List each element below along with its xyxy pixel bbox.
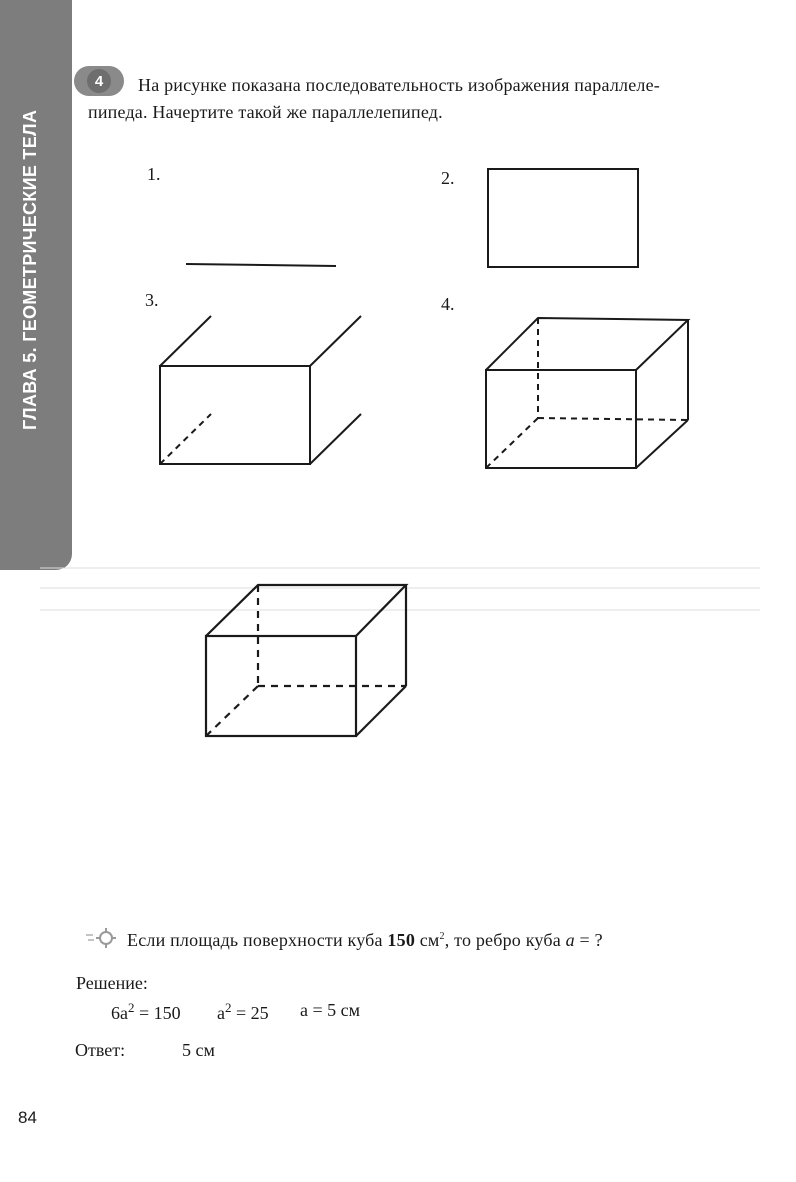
eq1-exponent: 2 xyxy=(128,1000,135,1015)
figure-3-parallelepiped xyxy=(160,316,361,464)
question-text-start: Если площадь поверхности куба xyxy=(127,930,388,950)
eq2-base: a xyxy=(217,1003,225,1023)
question-variable: a xyxy=(565,930,575,950)
task-1-text-line1: На рисунке показана последовательность изображения параллеле- xyxy=(138,75,660,95)
question-area-value: 150 xyxy=(387,930,416,950)
chapter-title: ГЛАВА 5. ГЕОМЕТРИЧЕСКИЕ ТЕЛА xyxy=(20,109,40,430)
eq1-base: 6a xyxy=(111,1003,128,1023)
question-text-middle: , то ребро куба xyxy=(444,930,566,950)
eq2-rest: = 25 xyxy=(231,1003,269,1023)
figure-label-1: 1. xyxy=(147,164,161,184)
figure-label-2: 2. xyxy=(441,168,455,188)
answer-label: Ответ: xyxy=(75,1040,126,1060)
eq1-rest: = 150 xyxy=(134,1003,181,1023)
question-unit: см xyxy=(415,930,440,950)
figure-2-front-face xyxy=(488,169,638,267)
solution-equation-3: a = 5 см xyxy=(300,1000,361,1020)
solution-equation-2 xyxy=(217,1000,269,1024)
gear-icon xyxy=(84,926,118,950)
answer-value: 5 см xyxy=(182,1040,215,1060)
question-unit-exponent: 2 xyxy=(439,931,445,942)
solution-label: Решение: xyxy=(76,973,148,993)
figure-label-3: 3. xyxy=(145,290,159,310)
figure-label-4: 4. xyxy=(441,294,455,314)
figure-1-edge xyxy=(186,264,336,266)
student-parallelepiped xyxy=(206,585,406,736)
task-1-text-line2: пипеда. Начертите такой же параллелепипед. xyxy=(88,102,443,122)
page-number: 84 xyxy=(18,1108,37,1127)
figure-4-parallelepiped xyxy=(486,318,688,468)
question-text-end: = ? xyxy=(574,930,603,950)
task-number: 4 xyxy=(87,69,111,93)
task-2-question xyxy=(127,930,603,951)
faint-grid-band xyxy=(40,568,760,610)
eq2-exponent: 2 xyxy=(225,1000,232,1015)
solution-equation-1 xyxy=(111,1000,181,1024)
